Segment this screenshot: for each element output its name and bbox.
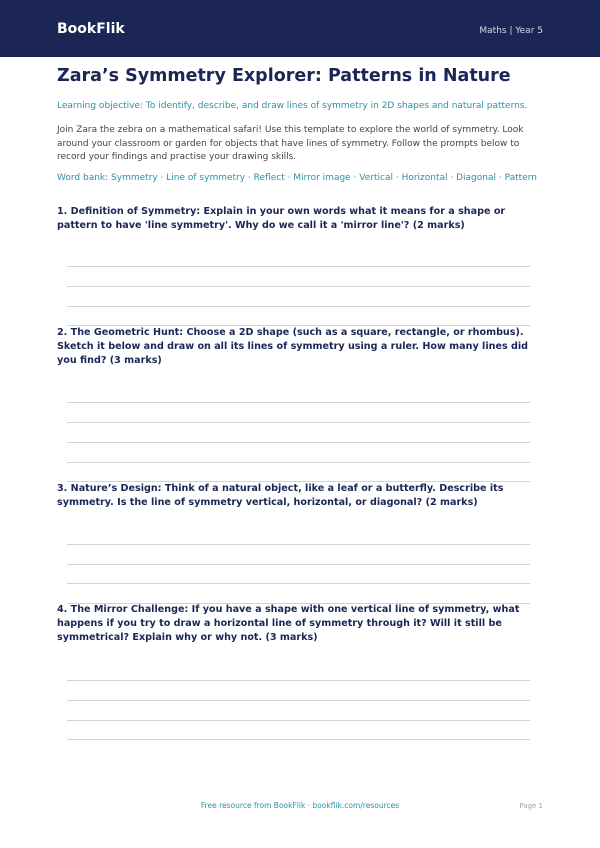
answer-line (67, 700, 530, 701)
answer-line (67, 544, 530, 545)
footer-resource-note: Free resource from BookFlik · bookflik.com/resources (200, 801, 400, 810)
subject-year-label: Maths | Year 5 (479, 26, 543, 36)
answer-line (67, 442, 530, 443)
answer-line (67, 564, 530, 565)
answer-line (67, 739, 530, 740)
answer-line (67, 306, 530, 307)
page-number: Page 1 (519, 802, 543, 810)
intro-paragraph: Join Zara the zebra on a mathematical safari! Use this template to explore the world of symmetry. Look around your classroom or garden for objects that have lines of symmetry. Follow the prompts below to record your findings and practise your drawing skills. (57, 125, 524, 162)
word-bank: Word bank: Symmetry · Line of symmetry · Reflect · Mirror image · Vertical · Horizontal · Diagonal · Pattern (57, 173, 537, 183)
answer-line (67, 266, 530, 267)
worksheet-title: Zara’s Symmetry Explorer: Patterns in Nature (57, 66, 511, 86)
question-3: 3. Nature’s Design: Think of a natural object, like a leaf or a butterfly. Describe its symmetry. Is the line of symmetry vertical, horizontal, or diagonal? (2 marks) (57, 483, 504, 508)
answer-line (67, 680, 530, 681)
question-1: 1. Definition of Symmetry: Explain in your own words what it means for a shape or pattern to have 'line symmetry'. Why do we call it a 'mirror line'? (2 marks) (57, 206, 506, 231)
question-4: 4. The Mirror Challenge: If you have a shape with one vertical line of symmetry, what happens if you try to draw a horizontal line of symmetry through it? Will it still be symmetrical? Explain why or why not. (3 marks) (57, 604, 520, 643)
question-2: 2. The Geometric Hunt: Choose a 2D shape (such as a square, rectangle, or rhombus). Sketch it below and draw on all its lines of symmetry using a ruler. How many lines did you find? (3 marks) (57, 327, 529, 366)
answer-line (67, 422, 530, 423)
answer-line (67, 286, 530, 287)
answer-line (67, 583, 530, 584)
answer-line (67, 720, 530, 721)
page-header (0, 0, 600, 57)
learning-objective: Learning objective: To identify, describe, and draw lines of symmetry in 2D shapes and natural patterns. (57, 101, 528, 111)
brand-logo: BookFlik (57, 21, 125, 37)
answer-line (67, 402, 530, 403)
answer-line (67, 462, 530, 463)
